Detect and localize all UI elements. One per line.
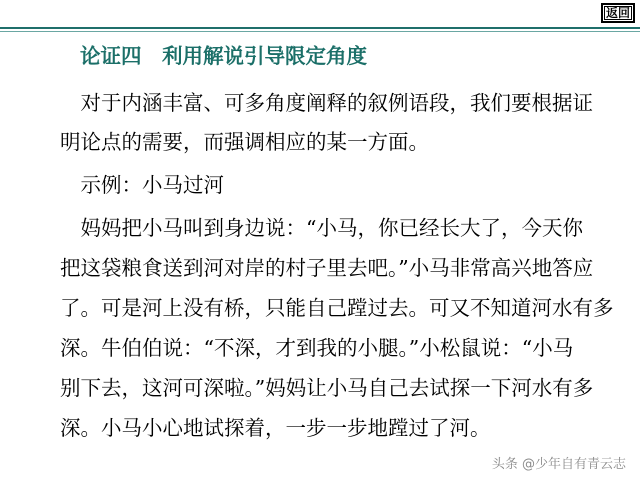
paragraph2-line-6: 深。小马小心地试探着，一步一步地蹚过了河。: [60, 416, 491, 440]
paragraph1-line-2: 明论点的需要，而强调相应的某一方面。: [60, 130, 429, 154]
top-rule-thin: [0, 31, 640, 32]
top-rule: [0, 27, 640, 29]
paragraph1-line-1: 对于内涵丰富、可多角度阐释的叙例语段，我们要根据证: [60, 91, 593, 115]
paragraph2-line-4: 深。牛伯伯说：“不深，才到我的小腿。”小松鼠说：“小马: [60, 336, 574, 360]
paragraph2-line-2: 把这袋粮食送到河对岸的村子里去吧。”小马非常高兴地答应: [60, 256, 594, 280]
paragraph2-line-3: 了。可是河上没有桥，只能自己蹚过去。可又不知道河水有多: [60, 296, 614, 320]
paragraph2-line-1: 妈妈把小马叫到身边说：“小马，你已经长大了，今天你: [60, 216, 583, 240]
example-line: [60, 173, 224, 197]
back-button[interactable]: 返回: [601, 3, 635, 23]
example-title: 小马过河: [142, 173, 224, 197]
section-heading: 论证四 利用解说引导限定角度: [80, 44, 367, 68]
paragraph2-line-5: 别下去，这河可深啦。”妈妈让小马自己去试探一下河水有多: [60, 376, 594, 400]
example-label: 示例：: [60, 173, 142, 197]
watermark: 头条 @少年自有青云志: [491, 457, 626, 472]
